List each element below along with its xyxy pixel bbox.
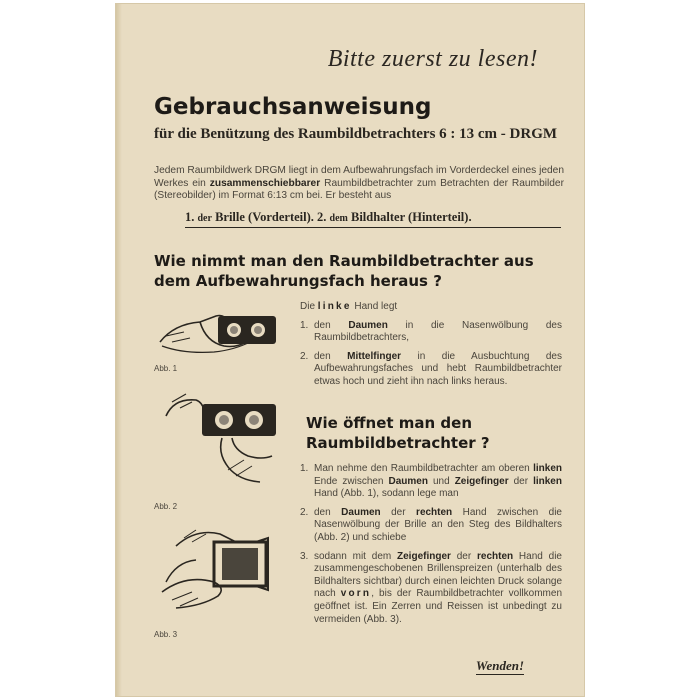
item-bold: linken (533, 463, 562, 474)
item-text: den (314, 350, 348, 362)
figure-1-illustration (154, 302, 284, 360)
item-bold: Daumen (341, 506, 381, 518)
item-bold: rechten (416, 506, 453, 518)
item-number: 2. (300, 506, 309, 518)
section-1-item-2 (300, 351, 562, 389)
figure-3-illustration (156, 522, 288, 618)
intro-bold: zusammenschiebbarer (209, 177, 321, 189)
item-text: den (314, 319, 349, 331)
part-2-number: 2. (317, 210, 327, 224)
item-bold: rechten (477, 550, 514, 562)
item-text: Hand (Abb. 1), sodann lege man (314, 488, 459, 500)
item-text: sodann mit dem (314, 550, 398, 562)
section-1-item-1 (300, 320, 562, 345)
item-number: 2. (300, 350, 309, 362)
item-text: der (508, 475, 534, 487)
document-title: Gebrauchsanweisung (154, 94, 432, 120)
item-text: Hand die zusammengeschobenen Brillenspreizen (unterhalb des Bildhalters sichtbar) durch einen leichten Druck solange nach (314, 550, 562, 600)
figure-3-caption: Abb. 3 (154, 630, 178, 639)
read-first-note: Bitte zuerst zu lesen! (327, 46, 538, 72)
part-1-name: Brille (Vorderteil). (215, 210, 314, 224)
section-2-item-1 (300, 463, 562, 501)
document-subtitle: für die Benützung des Raumbildbetrachters 6 : 13 cm - DRGM (154, 126, 558, 142)
item-text: den (314, 506, 342, 518)
part-1-article: der (197, 213, 212, 224)
intro-text-2: Raumbildbetrachter zum Betrachten der Raumbilder (Stereobilder) im Format 6:13 cm bei. Er besteht aus (154, 177, 564, 202)
lead-text-linke: linke (317, 301, 352, 312)
section-2-heading: Wie öffnet man den Raumbildbetrachter ? (306, 414, 490, 452)
item-spaced: vorn (340, 588, 372, 600)
item-text: der (380, 506, 417, 518)
intro-paragraph (154, 165, 564, 203)
item-text: , bis der Raumbildbetrachter vollkommen geöffnet ist. Ein Zerren und Reissen ist unbedingt zu vermeiden (Abb. 3). (314, 588, 562, 625)
intro-text-1: Jedem Raumbildwerk DRGM liegt in dem Aufbewahrungsfach im Vorderdeckel eines jeden Werkes ein (154, 165, 564, 189)
part-2-name: Bildhalter (Hinterteil). (350, 210, 472, 224)
section-1-heading: Wie nimmt man den Raumbildbetrachter aus dem Aufbewahrungsfach heraus ? (154, 252, 534, 290)
part-2-article: dem (329, 213, 348, 224)
item-text: in die Nasenwölbung des Raumbildbetrachters, (314, 319, 562, 344)
figure-2-caption: Abb. 2 (154, 502, 178, 511)
item-number: 1. (300, 319, 309, 331)
item-text: Hand zwischen die Nasenwölbung der Brille an den Steg des Bildhalters (Abb. 2) und schiebe (314, 506, 562, 543)
item-text: in die Ausbuchtung des Aufbewahrungsfaches und hebt Raumbildbetrachter etwas hoch und zieht ihn nach links heraus. (314, 350, 562, 387)
item-number: 3. (300, 550, 309, 562)
lead-text-a: Die (300, 301, 318, 312)
item-bold: linken (533, 475, 562, 487)
item-text: Ende zwischen (314, 475, 389, 487)
section-2-item-2 (300, 507, 562, 545)
item-text: Man nehme den Raumbildbetrachter am oberen (314, 463, 534, 474)
item-text: und (427, 475, 455, 487)
figure-2-illustration (162, 390, 282, 490)
section-1-lead (300, 301, 562, 314)
section-2-item-3 (300, 551, 562, 627)
item-bold: Mittelfinger (347, 350, 402, 362)
item-bold: Zeigefinger (454, 475, 509, 487)
item-bold: Zeigefinger (397, 550, 451, 562)
item-text: der (450, 550, 477, 562)
section-2-body (300, 463, 562, 632)
parts-line (185, 210, 561, 228)
figure-1-caption: Abb. 1 (154, 364, 178, 373)
item-bold: Daumen (348, 319, 388, 331)
turn-over-note: Wenden! (475, 658, 524, 673)
item-number: 1. (300, 463, 309, 474)
lead-text-c: Hand legt (351, 301, 398, 312)
instruction-sheet (116, 4, 584, 696)
section-1-body (300, 301, 562, 395)
paper-edge (116, 4, 122, 696)
item-bold: Daumen (388, 475, 428, 487)
part-1-number: 1. (185, 210, 195, 224)
